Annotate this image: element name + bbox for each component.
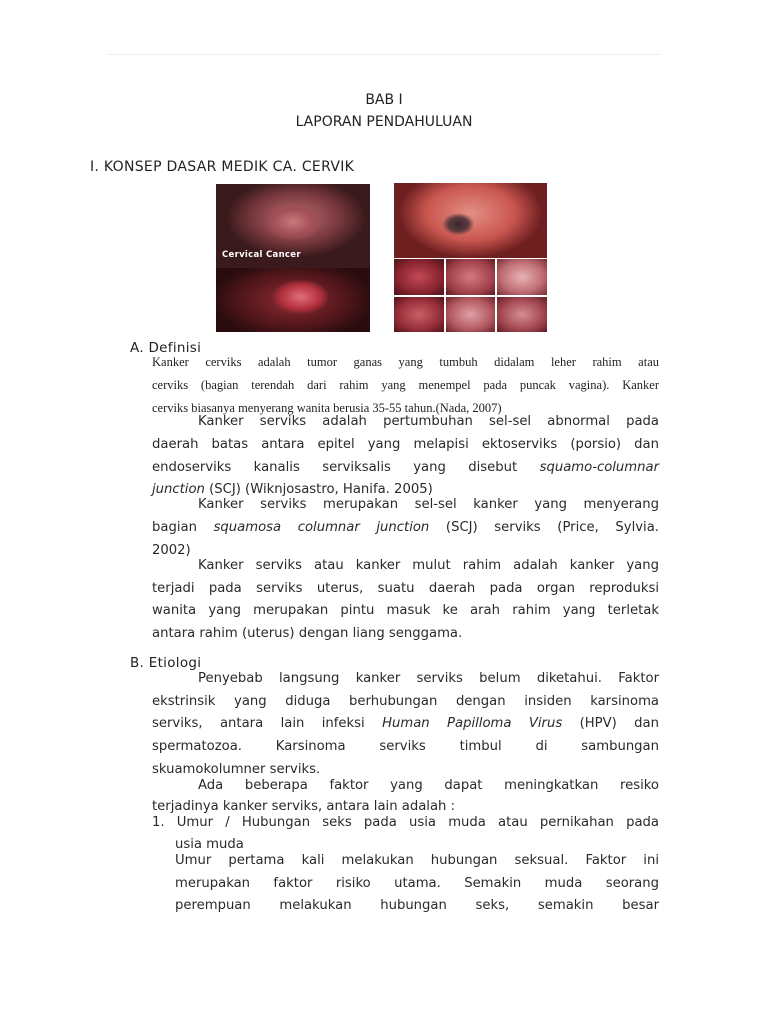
definisi-paragraph-line: daerah batas antara epitel yang melapisi ektoserviks (porsio) dan bbox=[152, 437, 659, 452]
page-top-rule bbox=[108, 54, 660, 55]
etiologi-paragraph-line: terjadinya kanker serviks, antara lain adalah : bbox=[152, 799, 456, 814]
italic-term: junction bbox=[152, 482, 205, 497]
italic-term: Human Papilloma Virus bbox=[382, 716, 563, 731]
text-run: (SCJ) serviks (Price, Sylvia. bbox=[445, 520, 659, 535]
colposcopy-photo bbox=[446, 259, 496, 295]
definisi-paragraph-line: Kanker serviks atau kanker mulut rahim adalah kanker yang bbox=[198, 558, 659, 573]
definisi-paragraph-line: Kanker serviks adalah pertumbuhan sel-sel abnormal pada bbox=[198, 414, 659, 429]
definisi-paragraph-line bbox=[152, 460, 659, 475]
risk-factor-body-line: perempuan melakukan hubungan seks, semakin besar bbox=[175, 898, 659, 913]
colposcopy-photo-grid bbox=[394, 259, 547, 332]
etiologi-paragraph-line: skuamokolumner serviks. bbox=[152, 762, 321, 777]
cervix-speculum-photo bbox=[394, 183, 547, 258]
etiologi-paragraph-line: spermatozoa. Karsinoma serviks timbul di sambungan bbox=[152, 739, 659, 754]
definisi-quote-line: Kanker cerviks adalah tumor ganas yang tumbuh didalam leher rahim atau bbox=[152, 355, 659, 369]
text-run: (HPV) dan bbox=[579, 716, 659, 731]
colposcopy-photo bbox=[394, 259, 444, 295]
chapter-label: BAB I bbox=[365, 92, 403, 108]
etiologi-paragraph-line: ekstrinsik yang diduga berhubungan dengan insiden karsinoma bbox=[152, 694, 659, 709]
etiologi-paragraph-line: Penyebab langsung kanker serviks belum diketahui. Faktor bbox=[198, 671, 659, 686]
cervical-cancer-photo-bottom-left bbox=[216, 268, 370, 332]
risk-factor-item: 1. Umur / Hubungan seks pada usia muda atau pernikahan pada bbox=[152, 815, 659, 830]
text-run: endoserviks kanalis serviksalis yang disebut bbox=[152, 460, 518, 475]
italic-term: squamo-columnar bbox=[539, 460, 659, 475]
definisi-paragraph-line: wanita yang merupakan pintu masuk ke arah rahim yang terletak bbox=[152, 603, 659, 618]
text-run: serviks, antara lain infeksi bbox=[152, 716, 365, 731]
definisi-paragraph-line: antara rahim (uterus) dengan liang senggama. bbox=[152, 626, 463, 641]
risk-factor-item-continuation: usia muda bbox=[175, 837, 244, 852]
chapter-title: LAPORAN PENDAHULUAN bbox=[295, 114, 473, 130]
definisi-quote-line: cerviks (bagian terendah dari rahim yang menempel pada puncak vagina). Kanker bbox=[152, 378, 659, 392]
risk-factor-body-line: Umur pertama kali melakukan hubungan seksual. Faktor ini bbox=[175, 853, 659, 868]
definisi-paragraph-line: terjadi pada serviks uterus, suatu daerah pada organ reproduksi bbox=[152, 581, 659, 596]
etiologi-paragraph-line: Ada beberapa faktor yang dapat meningkatkan resiko bbox=[198, 778, 659, 793]
text-run: bagian bbox=[152, 520, 197, 535]
colposcopy-photo bbox=[497, 259, 547, 295]
colposcopy-photo bbox=[446, 297, 496, 333]
definisi-paragraph-line bbox=[152, 482, 433, 497]
colposcopy-photo bbox=[497, 297, 547, 333]
definisi-heading: A. Definisi bbox=[130, 340, 202, 356]
cervical-cancer-photo-top-left bbox=[216, 184, 370, 268]
text-run: (SCJ) (Wiknjosastro, Hanifa. 2005) bbox=[209, 482, 433, 497]
definisi-paragraph-line: 2002) bbox=[152, 543, 191, 558]
risk-factor-body-line: merupakan faktor risiko utama. Semakin muda seorang bbox=[175, 876, 659, 891]
definisi-quote-line: cerviks biasanya menyerang wanita berusia 35-55 tahun.(Nada, 2007) bbox=[152, 401, 502, 415]
section-heading: I. KONSEP DASAR MEDIK CA. CERVIK bbox=[90, 159, 355, 175]
italic-term: squamosa columnar junction bbox=[213, 520, 430, 535]
colposcopy-photo bbox=[394, 297, 444, 333]
definisi-paragraph-line: Kanker serviks merupakan sel-sel kanker yang menyerang bbox=[198, 497, 659, 512]
etiologi-paragraph-line bbox=[152, 716, 659, 731]
photo-caption: Cervical Cancer bbox=[222, 250, 301, 260]
etiologi-heading: B. Etiologi bbox=[130, 655, 202, 671]
definisi-paragraph-line bbox=[152, 520, 659, 535]
